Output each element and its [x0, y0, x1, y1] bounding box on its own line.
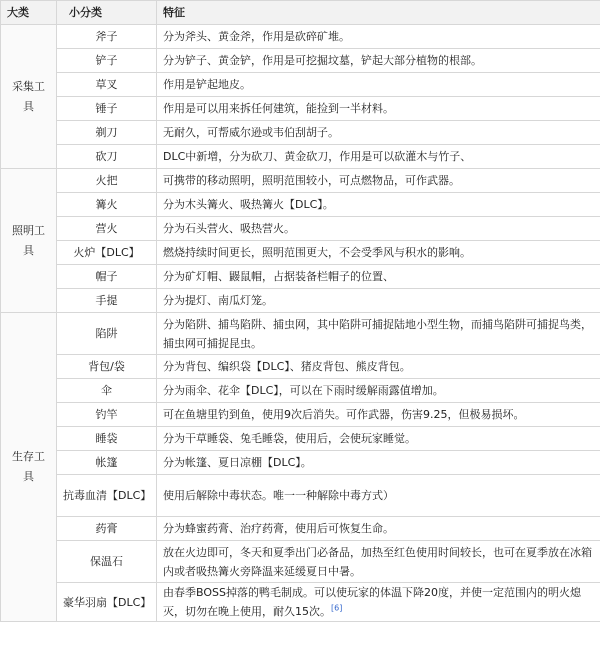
feature-text: 使用后解除中毒状态。唯一一种解除中毒方式） [163, 489, 394, 502]
subcategory-cell: 保温石 [57, 541, 157, 583]
feature-text: 无耐久，可帮威尔逊或韦伯刮胡子。 [163, 126, 339, 139]
feature-text: 分为石头营火、吸热营火。 [163, 222, 295, 235]
subcategory-cell: 帽子 [57, 265, 157, 289]
subcategory-cell: 豪华羽扇【DLC】 [57, 583, 157, 622]
subcategory-cell: 陷阱 [57, 313, 157, 355]
feature-cell [157, 25, 600, 49]
feature-cell [157, 169, 600, 193]
subcategory-cell: 手提 [57, 289, 157, 313]
table-row [1, 541, 600, 583]
feature-text: DLC中新增，分为砍刀、黄金砍刀，作用是可以砍灌木与竹子、 [163, 150, 472, 163]
table-row [1, 145, 600, 169]
subcategory-cell: 砍刀 [57, 145, 157, 169]
table-row [1, 193, 600, 217]
subcategory-cell: 药膏 [57, 517, 157, 541]
table-row [1, 355, 600, 379]
subcategory-cell: 篝火 [57, 193, 157, 217]
header-major: 大类 [1, 1, 57, 25]
table-row [1, 583, 600, 622]
feature-text: 分为斧头、黄金斧，作用是砍碎矿堆。 [163, 30, 350, 43]
subcategory-cell: 背包/袋 [57, 355, 157, 379]
subcategory-cell: 伞 [57, 379, 157, 403]
feature-text: 分为木头篝火、吸热篝火【DLC】。 [163, 198, 334, 211]
table-row [1, 169, 600, 193]
subcategory-cell: 钓竿 [57, 403, 157, 427]
category-cell: 采集工具 [1, 25, 57, 169]
feature-cell [157, 517, 600, 541]
feature-cell [157, 379, 600, 403]
feature-text: 分为铲子、黄金铲，作用是可挖掘坟墓，铲起大部分植物的根部。 [163, 54, 482, 67]
table-row [1, 475, 600, 517]
category-cell: 生存工具 [1, 313, 57, 622]
table-row [1, 289, 600, 313]
feature-text: 分为帐篷、夏日凉棚【DLC】。 [163, 456, 312, 469]
feature-cell [157, 145, 600, 169]
table-row [1, 97, 600, 121]
feature-cell [157, 121, 600, 145]
feature-cell [157, 193, 600, 217]
feature-cell [157, 583, 600, 622]
feature-cell [157, 265, 600, 289]
subcategory-cell: 剃刀 [57, 121, 157, 145]
subcategory-cell: 斧子 [57, 25, 157, 49]
feature-text: 放在火边即可，冬天和夏季出门必备品，加热至红色使用时间较长，也可在夏季放在冰箱内或者吸热篝火旁降温来延缓夏日中暑。 [163, 545, 592, 578]
subcategory-cell: 睡袋 [57, 427, 157, 451]
feature-text: 分为蜂蜜药膏、治疗药膏，使用后可恢复生命。 [163, 522, 394, 535]
table-row [1, 517, 600, 541]
table-row [1, 217, 600, 241]
feature-cell [157, 241, 600, 265]
feature-text: 分为雨伞、花伞【DLC】，可以在下雨时缓解雨露值增加。 [163, 384, 444, 397]
feature-text: 分为提灯、南瓜灯笼。 [163, 294, 273, 307]
feature-text: 燃烧持续时间更长，照明范围更大，不会受季风与积水的影响。 [163, 246, 471, 259]
feature-cell [157, 97, 600, 121]
header-row [1, 1, 600, 25]
table-row [1, 313, 600, 355]
feature-cell [157, 355, 600, 379]
feature-cell [157, 427, 600, 451]
feature-cell [157, 73, 600, 97]
header-minor: 小分类 [57, 1, 157, 25]
table-row [1, 121, 600, 145]
feature-cell [157, 313, 600, 355]
header-feature: 特征 [157, 1, 600, 25]
subcategory-cell: 铲子 [57, 49, 157, 73]
table-row [1, 49, 600, 73]
feature-text: 可携带的移动照明，照明范围较小，可点燃物品，可作武器。 [163, 174, 460, 187]
table-row [1, 265, 600, 289]
feature-text: 由春季BOSS掉落的鸭毛制成。可以使玩家的体温下降20度，并使一定范围内的明火熄灭，切勿在晚上使用，耐久15次。 [163, 586, 581, 618]
subcategory-cell: 抗毒血清【DLC】 [57, 475, 157, 517]
feature-cell [157, 475, 600, 517]
table-row [1, 73, 600, 97]
subcategory-cell: 火把 [57, 169, 157, 193]
subcategory-cell: 草叉 [57, 73, 157, 97]
subcategory-cell: 帐篷 [57, 451, 157, 475]
table-row [1, 451, 600, 475]
feature-cell [157, 541, 600, 583]
table-row [1, 241, 600, 265]
feature-cell [157, 49, 600, 73]
subcategory-cell: 锤子 [57, 97, 157, 121]
feature-cell [157, 289, 600, 313]
category-cell: 照明工具 [1, 169, 57, 313]
reference-link[interactable]: [6] [331, 603, 343, 613]
table-body [1, 25, 600, 622]
feature-text: 可在鱼塘里钓到鱼，使用9次后消失。可作武器，伤害9.25，但极易损坏。 [163, 408, 525, 421]
feature-text: 作用是可以用来拆任何建筑，能捡到一半材料。 [163, 102, 394, 115]
table-row [1, 427, 600, 451]
table-row [1, 25, 600, 49]
subcategory-cell: 火炉【DLC】 [57, 241, 157, 265]
feature-text: 分为背包、编织袋【DLC】、猪皮背包、熊皮背包。 [163, 360, 411, 373]
feature-cell [157, 451, 600, 475]
feature-text: 分为陷阱、捕鸟陷阱、捕虫网，其中陷阱可捕捉陆地小型生物，而捕鸟陷阱可捕捉鸟类，捕虫网可捕捉昆虫。 [163, 317, 592, 350]
feature-cell [157, 217, 600, 241]
table-row [1, 379, 600, 403]
feature-cell [157, 403, 600, 427]
table-row [1, 403, 600, 427]
feature-text: 分为干草睡袋、兔毛睡袋，使用后，会使玩家睡觉。 [163, 432, 416, 445]
feature-text: 作用是铲起地皮。 [163, 78, 251, 91]
feature-text: 分为矿灯帽、鼹鼠帽，占据装备栏帽子的位置、 [163, 270, 394, 283]
subcategory-cell: 营火 [57, 217, 157, 241]
